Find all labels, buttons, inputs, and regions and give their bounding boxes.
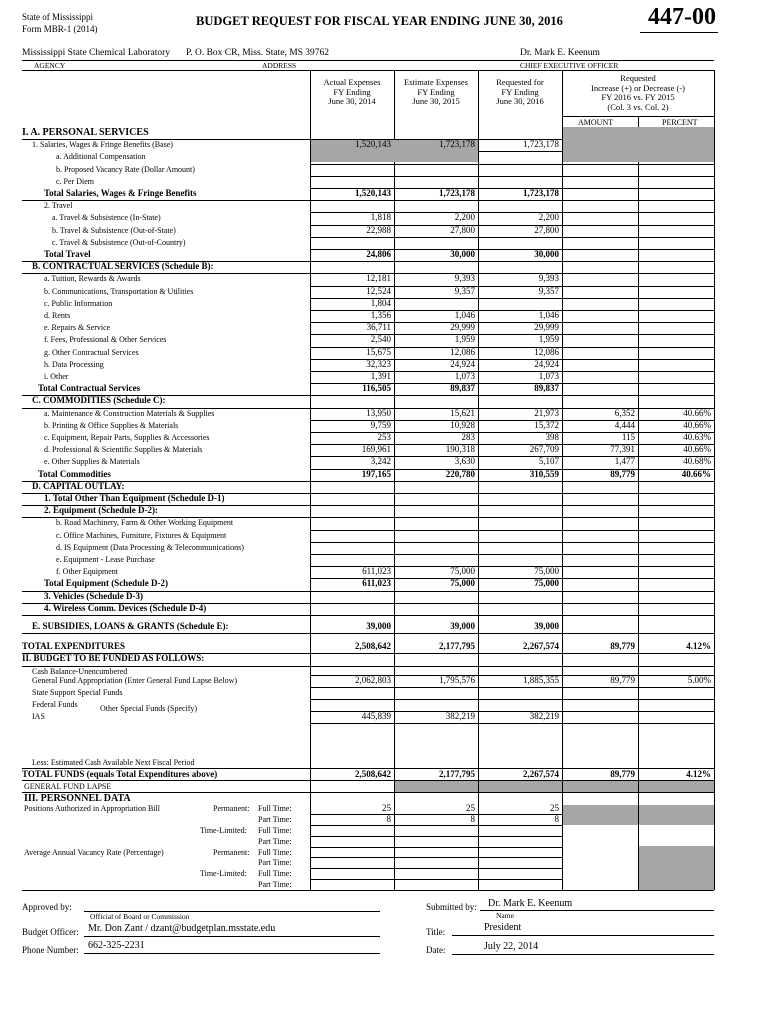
cell-c2: 75,000 [450,578,475,589]
cell-c2: 29,999 [450,322,475,333]
cell-c1: 1,818 [370,212,391,223]
row-line [310,164,562,165]
row-line [310,176,562,177]
cell-c3: 30,000 [534,249,559,259]
row-label: b. Communications, Transportation & Utilities [44,286,194,296]
cell-c2: 1,959 [454,334,475,345]
cell-c3: 267,709 [529,444,559,455]
row-label: B. CONTRACTUAL SERVICES (Schedule B): [32,261,214,272]
row-label: g. Other Contractual Services [44,347,139,357]
row-label: b. Printing & Office Supplies & Materials [44,420,179,430]
cell-c2: 9,393 [454,273,475,284]
total-funds-tf_c1: 2,508,642 [355,769,391,780]
personnel-time-label: Part Time: [258,815,292,825]
row-label: Total Salaries, Wages & Fringe Benefits [44,188,197,198]
cell-c1: 1,391 [370,371,391,381]
personnel-value: 25 [550,803,559,814]
personnel-value: 25 [466,803,475,814]
amount-header: AMOUNT [578,118,614,127]
col4-header: Requested Increase (+) or Decrease (-) FY 2016 vs. FY 2015 (Col. 3 vs. Col. 2) [591,73,685,112]
row-label: E. SUBSIDIES, LOANS & GRANTS (Schedule E): [32,621,229,631]
row-label: 2. Travel [44,201,73,211]
name-caption: Name [496,911,514,920]
title-value: President [484,922,522,933]
cell-c2: 30,000 [450,249,475,259]
row-line-left [22,615,310,616]
row-label: Total Contractual Services [38,383,141,394]
cell-c2: 3,630 [454,456,475,467]
cell-c1: 197,165 [361,468,391,479]
cell-c1: 13,950 [366,407,391,418]
personnel-time-label: Full Time: [258,869,292,879]
cell-c1: 445,839 [361,711,391,722]
row-line [310,687,562,688]
personnel-title: III. PERSONNEL DATA [24,793,131,805]
row-line [310,505,562,506]
personnel-row-line [310,836,562,837]
personnel-time-label: Full Time: [258,804,292,814]
cell-c2: 2,200 [454,212,475,223]
row-line [310,517,562,518]
row-line [310,723,562,724]
cell-c3: 29,999 [534,322,559,333]
budget-officer-line [84,936,380,937]
cell-c2: 283 [461,432,475,442]
cell-c3: 12,086 [534,346,559,357]
row-line [310,666,562,667]
lapse-label: GENERAL FUND LAPSE [24,782,112,792]
cell-c4: 1,477 [614,456,635,467]
row-label: a. Maintenance & Construction Materials & Supplies [44,408,215,418]
cell-c1: 2,508,642 [355,641,391,652]
cell-c3: 39,000 [534,621,559,631]
row-label: a. Tuition, Rewards & Awards [44,274,141,284]
cell-c3: 382,219 [529,711,559,722]
cell-c3: 75,000 [534,566,559,577]
row-line [310,554,562,555]
cell-c2: 24,924 [450,358,475,369]
vacancy-label: Average Annual Vacancy Rate (Percentage) [24,847,164,857]
submitted-by-line [480,910,714,911]
row-line-left [22,633,310,634]
row-label: a. Travel & Subsistence (In-State) [52,213,161,223]
cell-c2: 27,800 [450,224,475,235]
cell-c1: 253 [377,432,391,442]
total-funds-tf_c5: 4.12% [686,769,711,780]
personnel-row-line [310,868,562,869]
cell-c4: 115 [621,432,635,442]
cell-c3: 9,357 [538,285,559,296]
total-funds-label: TOTAL FUNDS (equals Total Expenditures above) [22,769,218,780]
date-label: Date: [426,945,446,955]
cell-c1: 39,000 [366,621,391,631]
row-line [310,261,562,262]
budget-officer-value: Mr. Don Zant / dzant@budgetplan.msstate.edu [88,923,276,934]
cell-c5: 40.63% [683,432,711,442]
cell-c1: 22,988 [366,224,391,235]
row-line [310,603,562,604]
personnel-value: 8 [470,814,475,825]
cell-c3: 1,723,178 [523,188,559,198]
cell-c1: 2,540 [370,334,391,345]
cell-c5: 40.66% [683,407,711,418]
personnel-time-label: Full Time: [258,847,292,857]
cell-c3: 24,924 [534,358,559,369]
row-line [310,653,562,654]
title-line [452,935,714,936]
row-label: c. Equipment, Repair Parts, Supplies & Accessories [44,433,210,442]
col-divider [714,70,715,890]
cell-c2: 382,219 [445,711,475,722]
personnel-type-label: Time-Limited: [200,826,247,835]
personnel-value: 8 [386,814,391,825]
phone-line [84,953,380,954]
row-label: Cash Balance-Unencumbered [32,666,128,676]
cell-c1: 169,961 [361,444,391,455]
cell-c2: 1,723,178 [439,188,475,198]
row-label: 1. Total Other Than Equipment (Schedule D-1) [44,493,225,503]
cell-c1: 9,759 [370,419,391,430]
form-number-underline [640,32,718,33]
cell-c3: 310,559 [529,468,559,479]
row-label: Total Travel [44,249,91,259]
approved-by-label: Approved by: [22,902,72,912]
cell-c1: 611,023 [362,566,391,577]
row-label: e. Equipment - Lease Purchase [56,555,155,564]
personnel-time-label: Full Time: [258,826,292,835]
row-label: h. Data Processing [44,359,104,369]
cell-c5: 4.12% [686,641,711,652]
row-line [310,699,562,700]
total-funds-tf_c4: 89,779 [610,769,635,780]
cell-c3: 15,372 [534,419,559,430]
row-label: b. Travel & Subsistence (Out-of-State) [52,225,176,235]
row-label: c. Public Information [44,298,113,308]
cell-c3: 27,800 [534,224,559,235]
ceo-name: Dr. Mark E. Keenum [520,48,600,58]
cell-c1: 15,675 [366,346,391,357]
personnel-row-line [310,847,562,848]
cell-c1: 36,711 [366,322,391,333]
cell-c1: 1,520,143 [355,139,391,150]
cell-c2: 89,837 [450,383,475,394]
row-label: State Support Special Funds [32,687,123,697]
agency-name: Mississippi State Chemical Laboratory [22,48,171,58]
row-label: C. COMMODITIES (Schedule C): [32,395,166,406]
row-label: 2. Equipment (Schedule D-2): [44,505,159,516]
cell-c5: 5.00% [687,674,711,685]
personnel-value: 25 [382,803,391,814]
cell-c3: 2,267,574 [523,641,559,652]
shade-right-top [563,127,714,162]
cell-c2: 1,795,576 [439,674,475,685]
cell-c1: 3,242 [370,456,391,467]
form-number: 447-00 [648,4,716,30]
cell-c1: 12,181 [366,273,391,284]
row-label: 4. Wireless Comm. Devices (Schedule D-4) [44,602,207,613]
col1-header: Actual Expenses FY Ending June 30, 2014 [323,77,381,106]
cell-c3: 9,393 [538,273,559,284]
cell-c5: 40.66% [681,468,711,479]
title-label: Title: [426,927,446,937]
cell-c3: 398 [545,432,559,442]
cell-c1: 611,023 [362,578,391,589]
total-funds-tf_c3: 2,267,574 [523,769,559,780]
personnel-type-label: Time-Limited: [200,869,247,879]
row-label: Total Commodities [38,468,111,479]
row-label: i. Other [44,372,69,381]
cell-c4: 89,779 [610,641,635,652]
cell-c4: 77,391 [610,444,635,455]
lapse-shade [394,781,714,792]
row-line [310,530,562,531]
cell-c2: 75,000 [450,566,475,577]
cell-c3: 1,885,355 [523,674,559,685]
cell-c3: 75,000 [534,578,559,589]
personnel-value: 8 [554,814,559,825]
personnel-type-label: Permanent: [213,804,250,814]
row-line [310,615,562,616]
cell-c5: 40.66% [683,444,711,455]
row-line [310,493,562,494]
cell-c1: 24,806 [366,249,391,259]
cell-c3: 21,973 [534,407,559,418]
col-divider [562,70,563,890]
cell-c3: 1,073 [538,371,559,381]
total-funds-tf_c2: 2,177,795 [439,769,475,780]
cell-c3: 5,107 [538,456,559,467]
row-label: Total Equipment (Schedule D-2) [44,578,168,589]
date-line [452,954,714,955]
personnel-row-line [310,857,562,858]
col3-header: Requested for FY Ending June 30, 2016 [496,77,544,106]
row-label: f. Fees, Professional & Other Services [44,335,167,345]
row-label: a. Additional Compensation [56,152,146,162]
row-line [310,395,562,396]
row-label: d. Rents [44,311,71,320]
positions-label: Positions Authorized in Appropriation Bill [24,804,160,814]
cell-c2: 1,723,178 [439,139,475,150]
row-line [310,481,562,482]
submitted-by-label: Submitted by: [426,902,477,912]
row-label: c. Office Machines, Furniture, Fixtures & Equipment [56,530,227,540]
cell-c5: 40.66% [683,419,711,430]
cell-c2: 9,357 [454,285,475,296]
row-label: d. IS Equipment (Data Processing & Telecommunications) [56,542,244,552]
row-label: e. Other Supplies & Materials [44,457,140,467]
cell-c2: 12,086 [450,346,475,357]
row-line [310,633,562,634]
row-label: c. Travel & Subsistence (Out-of-Country) [52,237,186,247]
cell-c4: 89,779 [610,674,635,685]
submitted-by-value: Dr. Mark E. Keenum [488,898,573,909]
table-top-border [22,70,714,71]
date-value: July 22, 2014 [484,941,539,952]
cell-c1: 12,524 [366,285,391,296]
cell-c3: 2,200 [538,212,559,223]
table-bottom-border [22,890,714,891]
cell-c2: 10,928 [450,419,475,430]
row-line [310,237,562,238]
cell-c3: 89,837 [534,383,559,394]
page-title: BUDGET REQUEST FOR FISCAL YEAR ENDING JUNE 30, 2016 [196,14,563,28]
row-label: b. Proposed Vacancy Rate (Dollar Amount) [56,164,195,174]
cell-c4: 89,779 [610,468,635,479]
budget-officer-label: Budget Officer: [22,927,79,937]
cell-c3: 1,723,178 [523,139,559,150]
row-label: General Fund Appropriation (Enter General Fund Lapse Below) [32,675,238,685]
cell-c2: 220,780 [445,468,475,479]
cell-c4: 4,444 [614,419,635,430]
personnel-shade-bottom [638,846,714,890]
personnel-row-line [310,879,562,880]
row-label: IAS [32,712,45,722]
cell-c2: 15,621 [450,407,475,418]
cell-c3: 1,046 [538,310,559,320]
state-label: State of Mississippi [22,12,94,22]
ceo-caption: CHIEF EXECUTIVE OFFICER [520,61,619,70]
cell-c1: 1,356 [370,310,391,320]
cell-c2: 39,000 [450,621,475,631]
cell-c2: 1,073 [454,371,475,381]
phone-value: 662-325-2231 [88,940,145,951]
row-label: II. BUDGET TO BE FUNDED AS FOLLOWS: [22,653,205,664]
less-label: Less: Estimated Cash Available Next Fiscal Period [32,758,195,768]
personnel-time-label: Part Time: [258,880,292,889]
row-label: b. Road Machinery, Farm & Other Working Equipment [56,518,234,528]
cell-c2: 190,318 [445,444,475,455]
row-label: c. Per Diem [56,176,94,186]
cell-c5: 40.68% [683,456,711,467]
row-line [310,542,562,543]
cell-c3: 1,959 [538,334,559,345]
col2-header: Estimate Expenses FY Ending June 30, 2015 [404,77,468,106]
cell-c2: 1,046 [454,310,475,320]
personnel-time-label: Part Time: [258,836,292,846]
row-label: Federal Funds [32,700,78,709]
row-line [310,591,562,592]
row-label: D. CAPITAL OUTLAY: [32,480,125,491]
agency-address: P. O. Box CR, Miss. State, MS 39762 [186,48,330,58]
cell-c1: 1,804 [370,297,391,308]
row-line [310,200,562,201]
address-caption: ADDRESS [262,61,297,70]
official-caption: Official of Board or Commission [90,912,190,921]
row-label: I. A. PERSONAL SERVICES [22,127,149,138]
cell-c1: 2,062,803 [355,674,391,685]
row-label: 1. Salaries, Wages & Fringe Benefits (Base) [32,140,173,150]
agency-caption: AGENCY [34,61,66,70]
row-label: TOTAL EXPENDITURES [22,641,125,652]
cell-c1: 116,505 [362,383,391,394]
percent-header: PERCENT [662,118,698,127]
personnel-time-label: Part Time: [258,858,292,868]
cell-c1: 32,323 [366,358,391,369]
row-label: e. Repairs & Service [44,323,111,333]
phone-label: Phone Number: [22,945,79,955]
cell-c2: 2,177,795 [439,641,475,652]
personnel-type-label: Permanent: [213,847,250,857]
cell-c1: 1,520,143 [355,188,391,198]
row-label: d. Professional & Scientific Supplies & Materials [44,445,203,455]
row-label: f. Other Equipment [56,567,118,577]
form-label: Form MBR-1 (2014) [22,24,98,34]
row-extra-label: Other Special Funds (Specify) [100,704,198,713]
cell-c4: 6,352 [614,407,635,418]
row-label: 3. Vehicles (Schedule D-3) [44,590,143,601]
